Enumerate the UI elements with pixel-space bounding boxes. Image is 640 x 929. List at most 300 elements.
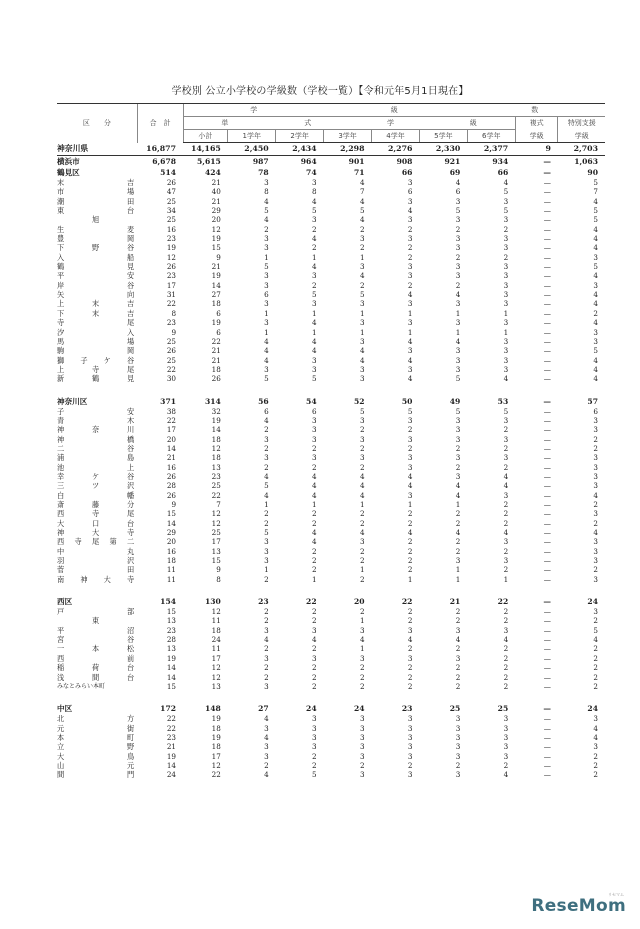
row-value: 6 [455,187,461,197]
table-row [57,500,605,509]
row-value: 22 [211,336,221,346]
row-value: 3 [503,723,509,733]
row-value: 3 [359,374,365,384]
row-value: 4 [593,290,598,300]
row-value: 3 [593,556,598,566]
row-value: 3 [312,742,317,752]
row-value: 3 [593,714,598,724]
row-name: 下野谷 [57,243,135,253]
table-row [57,243,605,252]
row-value: 4 [455,178,461,187]
row-value: 2 [503,500,509,509]
row-name: 末吉 [57,178,135,187]
row-value: 3 [407,653,413,663]
row-value: 3 [359,262,365,272]
row-value: 12 [211,607,221,617]
row-value: 2 [503,672,509,682]
row-value: 4 [407,374,413,384]
row-value: 17 [166,280,177,290]
row-value: 2 [455,607,461,617]
row-value: 3 [455,318,461,328]
row-value: 15 [166,607,177,617]
row-value: 3 [407,271,413,281]
row-value: 3 [312,415,317,425]
row-value: 3 [593,574,598,584]
row-value: 25 [166,355,177,365]
row-value: 2 [407,425,413,435]
row-name: 中区 [57,704,73,714]
row-value: 4 [264,215,269,225]
row-value: 5 [593,262,598,272]
row-value: 23 [401,704,413,714]
table-row [57,215,605,224]
spacer-row [57,584,605,596]
row-value: 3 [359,434,365,444]
row-value: 3 [407,234,413,244]
row-value: 3 [455,714,461,724]
row-value: 78 [258,168,269,177]
row-value: — [543,471,551,481]
row-value: 22 [166,364,177,374]
table-row [57,271,605,280]
row-value: — [543,714,551,724]
row-value: 1 [455,500,461,509]
row-value: — [543,556,551,566]
row-value: 19 [211,271,221,281]
row-value: 71 [353,168,365,177]
row-value: 3 [407,714,413,724]
row-value: 3 [264,318,269,328]
row-value: 2 [455,663,461,673]
row-value: 2 [359,556,365,566]
row-value: 12 [211,672,221,682]
row-name: 横浜市 [57,157,80,166]
row-value: 5 [593,178,598,187]
row-value: 2 [407,243,413,253]
row-value: — [543,537,551,547]
row-value: 3 [503,215,509,225]
row-value: 2 [407,280,413,290]
table-row [57,435,605,444]
row-value: — [543,597,551,607]
row-value: 90 [587,168,598,177]
row-value: 1 [359,565,365,575]
header-grade-3: 3学年 [324,130,372,143]
row-value: 3 [455,625,461,635]
row-value: 4 [312,471,317,481]
row-value: 14 [166,760,177,770]
row-value: 5 [503,187,509,197]
row-value: 5 [312,374,317,384]
row-value: 2 [264,518,269,528]
table-header [57,104,605,143]
row-value: 20 [353,597,365,607]
row-value: 5 [359,206,365,216]
row-value: 3 [503,234,509,244]
row-value: 2 [455,443,461,453]
row-value: 5 [264,374,269,384]
row-value: 12 [211,760,221,770]
row-name: 鶴見区 [57,168,80,177]
table-row [57,654,605,663]
row-value: 3 [593,607,598,617]
row-value: 18 [211,434,221,444]
row-value: 23 [166,318,177,328]
row-value: 1 [407,308,413,318]
row-value: 424 [204,168,221,177]
row-value: 2 [359,280,365,290]
row-value: 4 [359,471,365,481]
row-value: 3 [407,415,413,425]
table-row [57,281,605,290]
row-value: 24 [166,770,177,780]
row-value: 4 [593,224,598,234]
table-row [57,547,605,556]
row-value: 50 [401,396,413,406]
row-value: 24 [211,635,221,645]
row-value: 6 [312,406,317,416]
row-value: 2 [503,224,509,234]
row-name: 菅田 [57,565,135,575]
row-value: 3 [359,537,365,547]
ward-total-row [57,703,605,714]
row-value: 987 [252,157,269,166]
row-value: 3 [455,299,461,309]
row-value: 2 [312,556,317,566]
table-row [57,770,605,779]
row-value: 3 [264,742,269,752]
row-value: 23 [166,271,177,281]
row-value: 3 [264,299,269,309]
city-total-row [57,156,605,168]
row-value: 5 [503,206,509,216]
row-value: 54 [306,396,317,406]
table-row [57,425,605,434]
row-value: 3 [359,723,365,733]
row-value: 4 [312,318,317,328]
row-name: 生麦 [57,224,135,234]
row-value: 2 [503,663,509,673]
row-value: 56 [258,396,269,406]
row-value: 20 [166,434,177,444]
spacer-cell [57,584,605,596]
row-value: 38 [166,406,177,416]
row-value: 15 [211,243,221,253]
row-value: 21 [211,262,221,272]
row-value: 18 [211,299,221,309]
row-value: 2 [503,565,509,575]
row-value: 5 [359,406,365,416]
row-value: — [543,425,551,435]
row-value: 13 [166,616,177,626]
row-value: — [543,481,551,491]
row-value: — [543,336,551,346]
row-value: 12 [211,518,221,528]
row-value: 1 [407,327,413,337]
row-value: 3 [455,653,461,663]
row-value: 4 [312,537,317,547]
ward-total-row [57,596,605,607]
row-value: — [543,196,551,206]
row-value: 17 [211,751,221,761]
row-value: 5 [264,528,269,538]
row-value: 5 [593,206,598,216]
row-value: 4 [407,290,413,300]
row-value: 3 [312,271,317,281]
row-value: 4 [359,178,365,187]
row-value: 27 [211,290,221,300]
row-value: 3 [359,653,365,663]
row-value: 3 [312,299,317,309]
row-value: 3 [264,625,269,635]
row-value: — [543,415,551,425]
table-row [57,262,605,271]
row-value: 1 [503,327,509,337]
row-value: 3 [503,714,509,724]
row-value: 23 [211,471,221,481]
row-name: 鶴見 [57,262,135,272]
row-value: 4 [593,723,598,733]
header-grade-4: 4学年 [372,130,420,143]
row-value: 19 [166,243,177,253]
row-value: 6,678 [152,157,177,166]
row-value: 3 [359,625,365,635]
row-value: 2 [455,681,461,691]
row-value: 17 [211,653,221,663]
row-value: 2 [264,574,269,584]
row-value: 57 [587,396,598,406]
row-value: — [543,453,551,463]
row-name: 山元 [57,760,135,770]
row-value: 1 [312,500,317,509]
row-name: 平安 [57,271,135,281]
row-value: 66 [497,168,509,177]
row-value: 3 [593,537,598,547]
row-value: 2 [359,574,365,584]
row-value: 3 [455,434,461,444]
table-row [57,234,605,243]
row-value: 53 [497,396,509,406]
row-name: 入船 [57,252,135,262]
row-value: 2 [359,607,365,617]
row-name: 幸ケ谷 [57,471,135,481]
row-value: 3 [455,262,461,272]
row-value: 3 [312,723,317,733]
row-value: — [543,462,551,472]
row-value: 18 [166,556,177,566]
row-value: 3 [503,732,509,742]
row-value: 2 [264,425,269,435]
row-value: — [543,434,551,444]
row-value: 1 [359,252,365,262]
row-name: 本町 [57,732,135,742]
row-value: 2 [312,616,317,626]
row-name: 宮谷 [57,635,135,645]
row-value: 2 [359,425,365,435]
row-value: 6 [264,406,269,416]
row-value: 14 [166,518,177,528]
row-value: 2 [407,518,413,528]
row-value: 2 [312,760,317,770]
row-value: — [543,290,551,300]
row-value: 3 [407,742,413,752]
row-value: 3 [264,178,269,187]
row-name: 浅間台 [57,672,135,682]
table-row [57,187,605,196]
row-value: — [543,546,551,556]
table-row [57,365,605,374]
row-value: 18 [211,453,221,463]
row-name: 大鳥 [57,751,135,761]
row-value: 23 [166,732,177,742]
row-value: 5 [264,262,269,272]
row-value: — [543,406,551,416]
row-value: 1 [503,574,509,584]
row-value: 40 [211,187,221,197]
table-row [57,290,605,299]
row-value: 3 [455,364,461,374]
table-row [57,178,605,187]
row-value: 2 [407,443,413,453]
row-value: 24 [306,704,317,714]
header-fukushiki-2: 学級 [515,130,558,143]
row-value: 3 [455,215,461,225]
row-value: 2 [593,751,598,761]
row-value: 3 [407,462,413,472]
row-value: — [543,742,551,752]
row-value: 4 [264,355,269,365]
row-name: 大口台 [57,518,135,528]
row-value: 19 [211,415,221,425]
row-value: 3 [359,364,365,374]
row-value: 26 [166,490,177,500]
row-value: 23 [166,234,177,244]
table-row [57,626,605,635]
table-row [57,481,605,490]
row-value: 3 [593,462,598,472]
header-tokubetsu: 特別支援 [558,117,605,130]
row-value: 9 [216,565,221,575]
row-value: 2 [503,462,509,472]
row-value: 2 [359,443,365,453]
row-value: 4 [359,355,365,365]
row-value: 4 [359,215,365,225]
row-value: 4 [593,299,598,309]
row-value: 2 [503,644,509,654]
row-value: 6 [593,406,598,416]
row-value: 3 [503,318,509,328]
row-value: — [543,299,551,309]
row-value: 14 [211,280,221,290]
row-value: 3 [593,742,598,752]
row-value: 19 [211,714,221,724]
row-value: 3 [503,537,509,547]
row-value: 47 [166,187,177,197]
row-value: 14 [166,672,177,682]
row-value: — [543,206,551,216]
row-value: 1 [264,565,269,575]
row-value: 25 [211,528,221,538]
row-value: 3 [264,653,269,663]
row-value: 2 [593,760,598,770]
row-value: 4 [455,490,461,500]
row-value: 25 [166,336,177,346]
row-name: 三ツ沢 [57,481,135,491]
row-name: 斎藤分 [57,500,135,509]
row-value: 2 [359,243,365,253]
row-value: 11 [166,565,177,575]
row-value: 4 [264,196,269,206]
row-value: 28 [166,481,177,491]
row-value: 934 [492,157,509,166]
row-value: 4 [312,262,317,272]
table-row [57,752,605,761]
row-value: 3 [359,415,365,425]
header-shokei: 小計 [183,130,228,143]
row-value: 49 [449,396,461,406]
row-name: 立野 [57,742,135,752]
row-value: 4 [312,234,317,244]
row-value: 3 [407,751,413,761]
row-value: 4 [264,732,269,742]
row-value: 4 [593,318,598,328]
row-value: 4 [407,355,413,365]
row-name: 神奈川 [57,425,135,435]
row-value: 3 [593,280,598,290]
row-value: 2 [503,546,509,556]
row-value: 2 [312,681,317,691]
row-value: 4 [593,355,598,365]
row-value: 2 [455,462,461,472]
row-value: 9 [216,252,221,262]
row-value: 2 [503,760,509,770]
row-value: 2 [593,663,598,673]
row-value: 32 [211,406,221,416]
row-value: 2 [359,509,365,519]
row-value: 3 [407,178,413,187]
row-value: 21 [166,742,177,752]
row-value: 1,063 [574,157,598,166]
row-value: 4 [455,481,461,491]
row-value: 2 [407,607,413,617]
row-value: 24 [587,704,598,714]
row-value: 4 [593,196,598,206]
row-value: 2 [407,565,413,575]
row-value: 3 [503,346,509,356]
row-value: 4 [359,346,365,356]
row-value: 14 [166,443,177,453]
header-grade-6: 6学年 [467,130,515,143]
row-value: — [543,760,551,770]
table-row [57,537,605,546]
row-value: 29 [211,206,221,216]
row-value: 4 [407,206,413,216]
row-value: 3 [455,196,461,206]
row-name: 新鶴見 [57,374,135,384]
row-value: 4 [264,471,269,481]
row-name: 羽沢 [57,556,135,566]
row-value: 2 [503,425,509,435]
row-value: 3 [264,234,269,244]
row-value: 17 [211,537,221,547]
row-value: — [543,770,551,780]
row-value: 2 [407,760,413,770]
row-value: 3 [264,453,269,463]
row-value: 3 [407,453,413,463]
row-value: 3 [503,556,509,566]
row-value: 8 [264,187,269,197]
row-value: 4 [593,635,598,645]
